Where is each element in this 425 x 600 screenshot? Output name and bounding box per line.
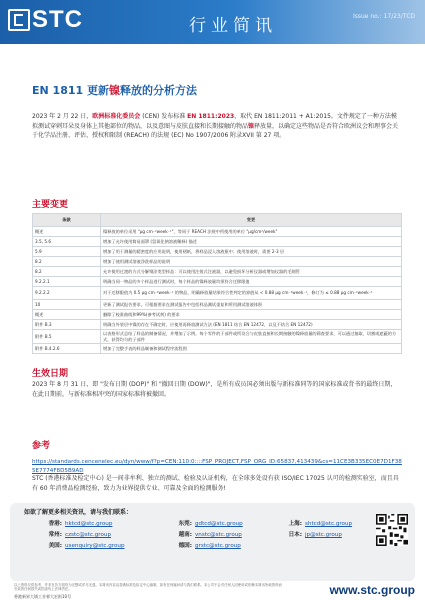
stc-logo-icon xyxy=(8,9,30,31)
change-cell: 允许使用过渡的方式分解聚涂类型样品：可以使用注射式注液器，以避免损坏分析仪器或增加仪器的毛细管 xyxy=(101,267,402,277)
disclaimer-text: 以上资料仅供参考，并非在各方面均为完整或详尽无遗。本简讯内容由香港标准及检定中心编制，如有任何疑问请与我们联系。本公司不会对任何人因使用或依赖本简讯所载资料而引致的任何损失或损害负上法律责任。 xyxy=(14,583,282,592)
contact-city: 上海: xyxy=(288,521,302,527)
contact-item xyxy=(32,541,125,549)
change-cell: 增加了允许使用简易面罩 (氢氧化钠溶液稀释) 描述 xyxy=(101,237,402,247)
contact-city: 日本: xyxy=(288,532,302,538)
clause-cell: 附件 B.5 xyxy=(33,330,101,344)
issue-number: Issue no.: 17/23/TCD xyxy=(352,13,415,20)
change-cell: 删除了校准曲线和99%(参考试剂) 的要求 xyxy=(101,310,402,320)
intro-highlight-nickel: 镍 xyxy=(248,122,255,130)
contact-email-link[interactable]: vnstc@stc.group xyxy=(195,532,242,538)
intro-highlight-standard: EN 1811:2023 xyxy=(187,113,235,120)
table-row xyxy=(33,237,402,247)
table-row xyxy=(33,310,402,320)
header-title: 行业简讯 xyxy=(189,16,277,36)
clause-cell: 8.2 xyxy=(33,257,101,267)
contact-email-link[interactable]: gdtcd@stc.group xyxy=(195,521,243,527)
contact-email-link[interactable]: czstc@stc.group xyxy=(65,532,111,538)
contact-email-link[interactable]: usenquiry@stc.group xyxy=(65,543,125,549)
table-row xyxy=(33,277,402,287)
contact-city: 越南: xyxy=(178,532,192,538)
intro-text-2: (CEN) 发布标准 xyxy=(140,113,188,120)
column-header-clause: 条款 xyxy=(33,214,101,227)
contact-item xyxy=(162,519,243,527)
clause-cell: 9.2.2.1 xyxy=(33,277,101,287)
clause-cell: 附件 B.3 xyxy=(33,320,101,330)
contact-email-link[interactable]: jp@stc.group xyxy=(305,532,342,538)
clause-cell: 10 xyxy=(33,300,101,310)
column-header-change: 变更 xyxy=(101,214,402,227)
stc-logo-text: STC xyxy=(32,6,83,33)
changes-heading: 主要变更 xyxy=(32,200,69,210)
contact-email-link[interactable]: hktcd@stc.group xyxy=(65,521,113,527)
change-cell: 明确当外装层中镍的存在不确定时，应使用再释放测试方法 (EN 1811 结合 EN 12472，以及不结合 EN 12472) xyxy=(101,320,402,330)
contact-email-link[interactable]: grstc@stc.group xyxy=(195,543,241,549)
contact-panel xyxy=(10,503,415,581)
table-row xyxy=(33,247,402,257)
change-cell: 对于迁移限值为 0.5 μg cm⁻²week⁻¹ 的物品，明确释放量结果符合性判定的界值从 < 0.88 μg cm⁻²week⁻¹，修订为 ≤ 0.88 μg cm⁻²week⁻¹ xyxy=(101,287,402,300)
effective-date-text: 2023 年 8 月 31 日，即 "发布日期 (DOP)" 和 "撤回日期 (DOW)"，是所有成员国必须出版与新标准同等的国家标准或背书的最终日期，在此日期前，与新标准相冲突的国家标准将被撤回。 xyxy=(32,381,397,398)
contact-item xyxy=(162,530,242,538)
table-row xyxy=(33,300,402,310)
table-row xyxy=(33,320,402,330)
footer-website-link[interactable]: www.stc.group xyxy=(329,583,415,597)
change-cell: 明确当同一物品的多个样品进行测试时，每个样品的镍释放量均须符合迁移限值 xyxy=(101,277,402,287)
effective-date-heading: 生效日期 xyxy=(32,369,69,379)
title-post: 释放的分析方法 xyxy=(120,84,198,97)
contact-email-link[interactable]: shtcd@stc.group xyxy=(305,521,353,527)
contact-heading: 如欲了解更多相关资讯，请与我们联系： xyxy=(24,509,133,516)
reference-link[interactable]: https://standards.cencenelec.eu/dyn/www/f?p=CEN:110:0::::FSP_PROJECT,FSP_ORG_ID:65837,413439&cs=11CE3B335EC0E7D1F385E7774F8D5B9AD xyxy=(32,459,402,474)
clause-cell: 3.5, 5.6 xyxy=(33,237,101,247)
contact-city: 香港: xyxy=(48,521,62,527)
contact-item xyxy=(162,541,241,549)
contact-item xyxy=(272,519,352,527)
changes-table xyxy=(32,213,402,354)
clause-cell: 9.2.2.2 xyxy=(33,287,101,300)
about-stc-text: STC (香港标准及检定中心) 是一间非牟利、独立的测试、检验及认证机构，在全球多处设有获 ISO/IEC 17025 认可的检测实验室，而且具有 60 年消费品检测经验，致力为业界提供专业、可靠及全面的检测服务! xyxy=(32,475,399,492)
title-standard-code: EN 1811 xyxy=(32,84,84,97)
table-row xyxy=(33,330,402,344)
change-cell: 增加了使用测试溶液净洗样品的说明 xyxy=(101,257,402,267)
title-accent: 镍 xyxy=(109,84,121,97)
contact-city: 美国: xyxy=(48,543,62,549)
intro-text-3: ，取代 EN 1811:2011 + A1:2015。文件规定了一种方法模拟测试穿刺耳朵及身体上其他部位的物品，以及意图与皮肤直接和长期接触的物品 xyxy=(32,113,397,130)
clause-cell: 附件 B.4.2.6 xyxy=(33,344,101,354)
contact-city: 常州: xyxy=(48,532,62,538)
table-row xyxy=(33,257,402,267)
contact-city: 东莞: xyxy=(178,521,192,527)
reference-heading: 参考 xyxy=(32,441,51,451)
clause-cell: 5.9 xyxy=(33,247,101,257)
clause-cell: 概述 xyxy=(33,310,101,320)
qr-code-icon xyxy=(376,514,408,546)
document-title xyxy=(32,82,197,98)
footer-address: 香港新界大埔工业邨大宏街10号 xyxy=(14,594,72,599)
table-row xyxy=(33,344,402,354)
intro-text-1: 2023 年 2 月 22 日， xyxy=(32,113,93,120)
intro-text-4: 释放量，以确定这些物品是否符合欧洲议会和理事会关于化学品注册、评估、授权和限制 (REACH) 的法规 (EC) No 1907/2006 附录XVII 第 27 项。 xyxy=(32,122,399,139)
contact-item xyxy=(32,530,111,538)
contact-item xyxy=(272,530,342,538)
intro-highlight-cen: 欧洲标准化委员会 xyxy=(92,113,141,120)
change-cell: 增加了完整手表的样品制备和测试程序流程图 xyxy=(101,344,402,354)
table-row xyxy=(33,287,402,300)
clause-cell: 概述 xyxy=(33,227,101,237)
change-cell: 以表格形式总结了样品的制备情况，并增加了示例。每个零件的于部件或所设合与皮肤直接和长期接触的镍释放量的筛查要求，可以通过抽取、切割或遮蔽的方式，获得均匀的子部件 xyxy=(101,330,402,344)
change-cell: 增加了用于测量的精密度的应用说明，使用褶纸，将样品浸入溶液瓶中；使用溶液时，需要 2-3 层 xyxy=(101,247,402,257)
title-pre: 更新 xyxy=(87,84,110,97)
change-cell: 镍释放的单位采用 "μg cm⁻²week⁻¹"，等同于 REACH 法规中所使用的单位 "μg/cm²/week" xyxy=(101,227,402,237)
contact-city: 德国: xyxy=(178,543,192,549)
change-cell: 更新了测试报告要求，可根据要求在测试报告中包括样品测试重复和所用测试溶液体积 xyxy=(101,300,402,310)
page-header xyxy=(0,0,425,44)
contact-item xyxy=(32,519,112,527)
clause-cell: 8.2 xyxy=(33,267,101,277)
intro-paragraph xyxy=(32,112,402,141)
table-row xyxy=(33,227,402,237)
table-row xyxy=(33,267,402,277)
